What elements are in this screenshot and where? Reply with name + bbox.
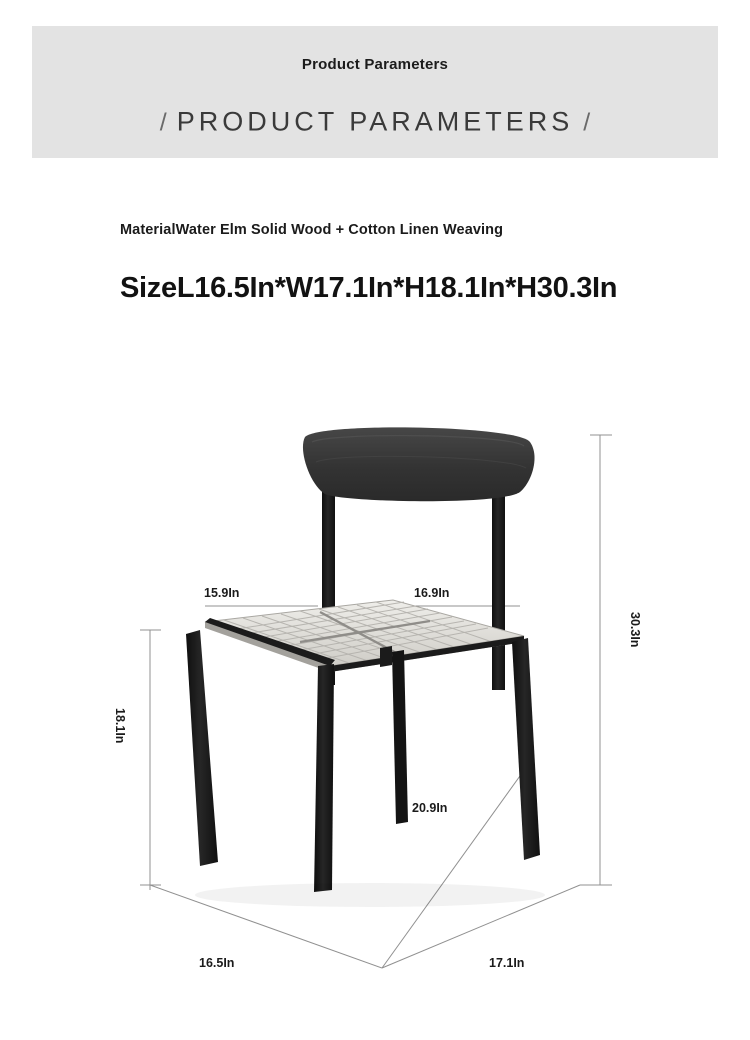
banner-subtitle: Product Parameters bbox=[301, 56, 449, 73]
dimension-label-base-width: 16.5In bbox=[199, 956, 235, 970]
dimension-label-base-depth: 17.1In bbox=[489, 956, 525, 970]
chair-dimension-diagram bbox=[0, 390, 750, 1030]
slash-left-decoration: / bbox=[159, 108, 167, 137]
chair-legs bbox=[186, 630, 540, 892]
dimension-label-diagonal: 20.9In bbox=[412, 801, 448, 815]
size-spec-line: SizeL16.5In*W17.1In*H18.1In*H30.3In bbox=[120, 272, 618, 304]
dimension-label-total-height: 30.3In bbox=[628, 612, 642, 648]
material-spec-line: MaterialWater Elm Solid Wood + Cotton Linen Weaving bbox=[120, 222, 504, 238]
dimension-label-seat-depth: 15.9In bbox=[204, 586, 240, 600]
banner-title-text: PRODUCT PARAMETERS bbox=[176, 106, 574, 137]
slash-right-decoration: / bbox=[583, 108, 591, 137]
banner-title bbox=[32, 107, 718, 138]
floor-shadow bbox=[195, 883, 545, 907]
backrest-panel bbox=[303, 427, 535, 501]
dimension-label-seat-width: 16.9In bbox=[414, 586, 450, 600]
dimension-label-seat-height: 18.1In bbox=[113, 708, 127, 744]
product-parameters-banner bbox=[32, 26, 718, 158]
